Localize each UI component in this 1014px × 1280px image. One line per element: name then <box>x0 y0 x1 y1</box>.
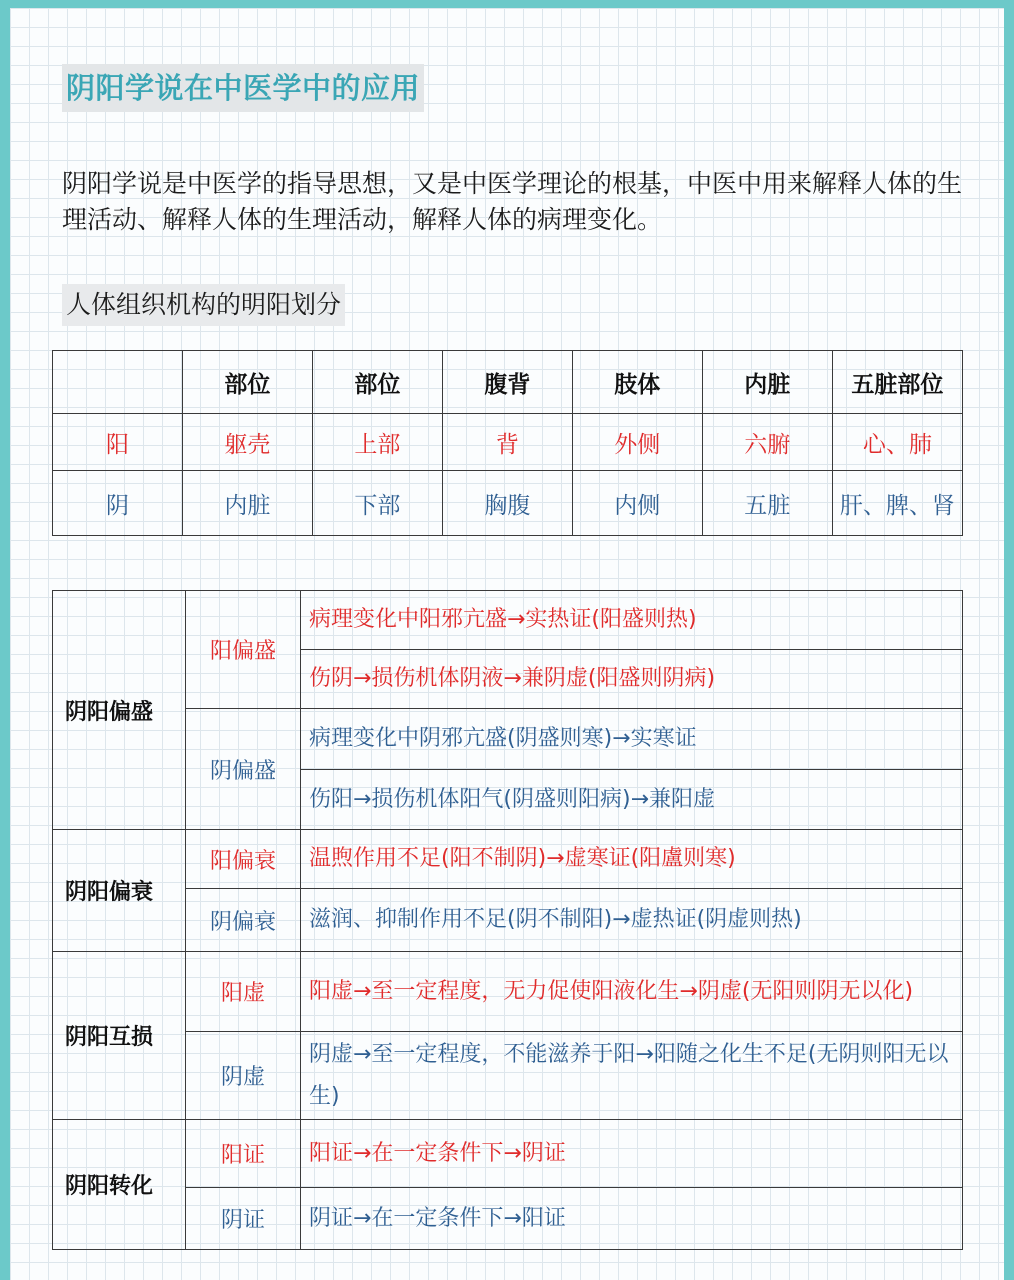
table-row <box>53 1120 963 1188</box>
section-heading: 人体组织机构的明阳划分 <box>62 284 345 326</box>
table-cell: 下部 <box>312 471 442 536</box>
table-header-row <box>53 351 963 414</box>
table-header-cell: 肢体 <box>572 351 702 414</box>
description-cell: 病理变化中阳邪亢盛→实热证(阳盛则热) <box>301 591 963 650</box>
table-row <box>53 1032 963 1120</box>
description-cell: 伤阴→损伤机体阴液→兼阴虚(阳盛则阴病) <box>301 650 963 709</box>
sub-label: 阳偏衰 <box>186 830 301 889</box>
description-cell: 温煦作用不足(阳不制阴)→虚寒证(阳盧则寒) <box>301 830 963 889</box>
table-header-cell: 部位 <box>312 351 442 414</box>
description-cell: 病理变化中阴邪亢盛(阴盛则寒)→实寒证 <box>301 709 963 770</box>
page-title: 阴阳学说在中医学中的应用 <box>62 64 424 112</box>
sub-label: 阴虚 <box>186 1032 301 1120</box>
table-header-cell: 五脏部位 <box>832 351 962 414</box>
sub-label: 阴偏盛 <box>186 709 301 830</box>
table-cell: 阴 <box>53 471 183 536</box>
table-row <box>53 1188 963 1250</box>
table-cell: 外侧 <box>572 414 702 471</box>
table-cell: 心、肺 <box>832 414 962 471</box>
yin-yang-division-table <box>52 350 963 536</box>
sub-label: 阴证 <box>186 1188 301 1250</box>
description-cell: 阳证→在一定条件下→阴证 <box>301 1120 963 1188</box>
table-row <box>53 591 963 650</box>
sub-label: 阳虚 <box>186 952 301 1032</box>
table-header-cell: 内脏 <box>702 351 832 414</box>
group-label: 阴阳偏盛 <box>53 591 186 830</box>
description-cell: 阴证→在一定条件下→阳证 <box>301 1188 963 1250</box>
table-row <box>53 952 963 1032</box>
table-header-cell <box>53 351 183 414</box>
table-row <box>53 830 963 889</box>
table-cell: 背 <box>442 414 572 471</box>
table-cell: 六腑 <box>702 414 832 471</box>
group-label: 阴阳互损 <box>53 952 186 1120</box>
table-header-cell: 部位 <box>182 351 312 414</box>
group-label: 阴阳转化 <box>53 1120 186 1250</box>
table-cell: 上部 <box>312 414 442 471</box>
sub-label: 阴偏衰 <box>186 889 301 952</box>
table-row <box>53 889 963 952</box>
table-cell: 内侧 <box>572 471 702 536</box>
description-cell: 伤阳→损伤机体阳气(阴盛则阳病)→兼阳虚 <box>301 770 963 830</box>
table-row-yang <box>53 414 963 471</box>
intro-paragraph: 阴阳学说是中医学的指导思想，又是中医学理论的根基，中医中用来解释人体的生理活动、解释人体的生理活动，解释人体的病理变化。 <box>62 169 963 234</box>
table-row-yin <box>53 471 963 536</box>
description-cell: 滋润、抑制作用不足(阴不制阳)→虚热证(阴虚则热) <box>301 889 963 952</box>
group-label: 阴阳偏衰 <box>53 830 186 952</box>
sub-label: 阳偏盛 <box>186 591 301 709</box>
table-cell: 躯壳 <box>182 414 312 471</box>
table-cell: 五脏 <box>702 471 832 536</box>
table-row <box>53 709 963 770</box>
table-cell: 阳 <box>53 414 183 471</box>
table-cell: 内脏 <box>182 471 312 536</box>
description-cell: 阳虚→至一定程度，无力促使阳液化生→阴虚(无阳则阴无以化) <box>301 952 963 1032</box>
description-cell: 阴虚→至一定程度，不能滋养于阳→阳随之化生不足(无阴则阳无以生) <box>301 1032 963 1120</box>
table-header-cell: 腹背 <box>442 351 572 414</box>
table-cell: 胸腹 <box>442 471 572 536</box>
sub-label: 阳证 <box>186 1120 301 1188</box>
pathology-table <box>52 590 963 1250</box>
table-cell: 肝、脾、肾 <box>832 471 962 536</box>
